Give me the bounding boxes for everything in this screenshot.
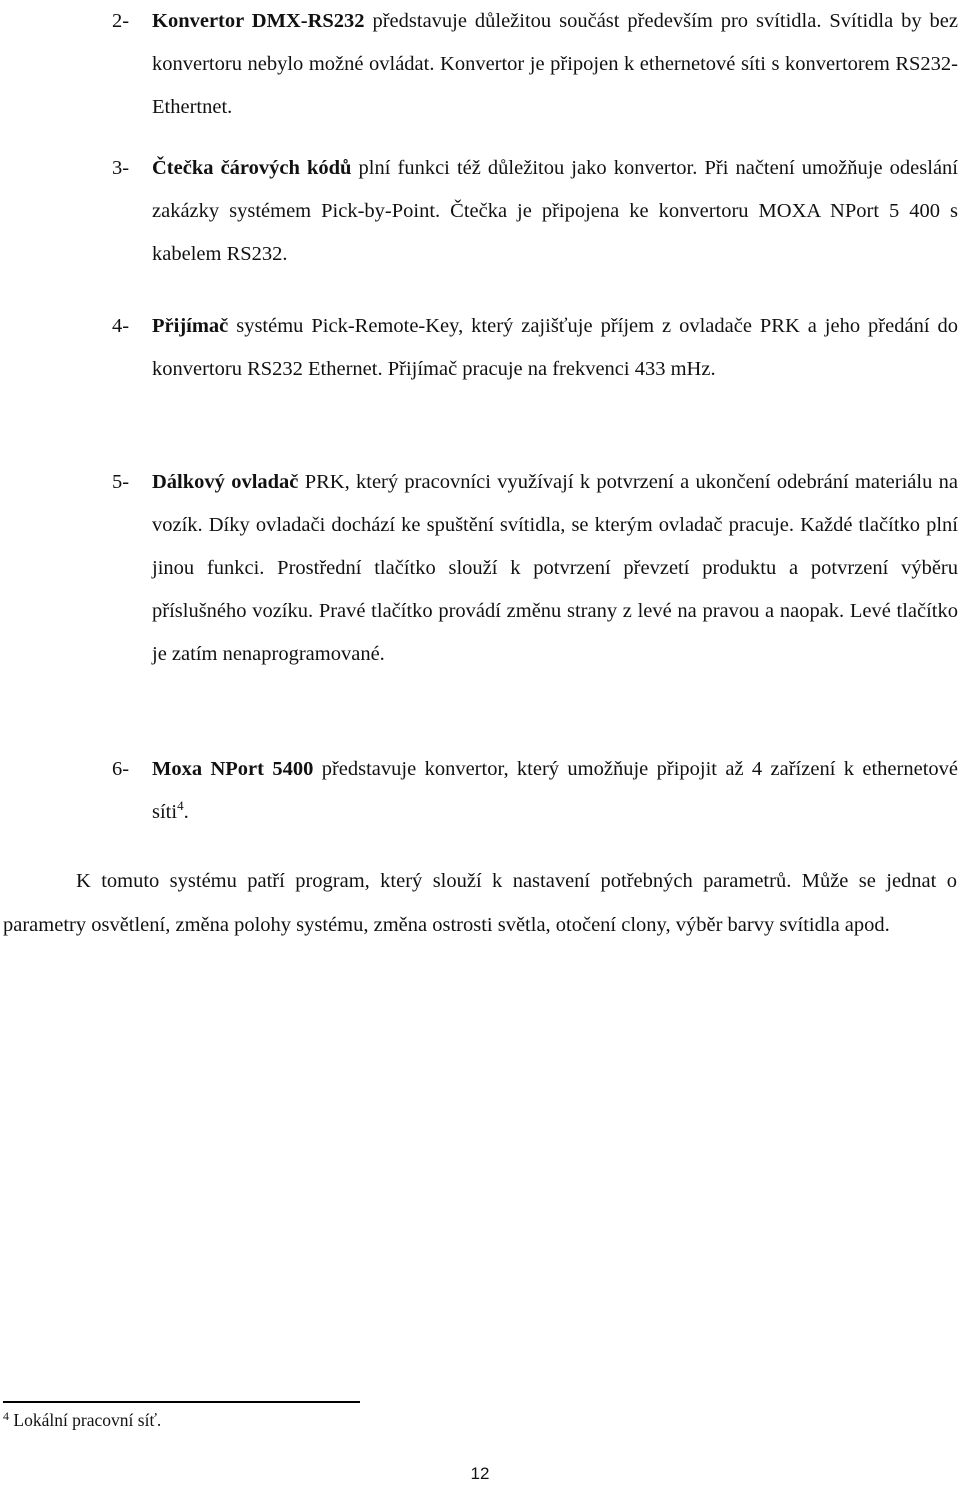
footnote: [3, 1406, 161, 1434]
footnote-mark: 4: [3, 1409, 9, 1423]
list-item-number: 5-: [112, 471, 130, 493]
list-item-description: PRK, který pracovníci využívají k potvrzení a ukončení odebrání materiálu na vozík. Díky ovladači dochází ke spuštění svítidla, se kterým ovladač pracuje. Každé tlačítko plní jinou funkci. Prostřední tlačítko slouží k potvrzení převzetí produktu a potvrzení výběru příslušného vozíku. Pravé tlačítko provádí změnu strany z levé na pravou a naopak. Levé tlačítko je zatím nenaprogramované.: [152, 471, 958, 665]
list-item-tail: .: [183, 801, 189, 823]
list-item-description: představuje důležitou součást především pro svítidla. Svítidla by bez konvertoru nebylo možné ovládat. Konvertor je připojen k ethernetové síti s konvertorem RS232-Ethertnet.: [152, 10, 958, 118]
list-item-term: Přijímač: [152, 315, 229, 337]
list-item-description: plní funkci též důležitou jako konvertor. Při načtení umožňuje odeslání zakázky systémem Pick-by-Point. Čtečka je připojena ke konvertoru MOXA NPort 5 400 s kabelem RS232.: [152, 157, 958, 265]
list-item-term: Moxa NPort 5400: [152, 758, 314, 780]
page-number: 12: [470, 1464, 490, 1483]
list-item-number: 6-: [112, 758, 130, 780]
list-item-text: [152, 0, 958, 129]
footnote-separator: [3, 1401, 360, 1403]
list-item-text: [152, 305, 958, 391]
list-item-term: Konvertor DMX-RS232: [152, 10, 365, 32]
footnote-text: Lokální pracovní síť.: [9, 1410, 162, 1430]
list-item-description: systému Pick-Remote-Key, který zajišťuje příjem z ovladače PRK a jeho předání do konvertoru RS232 Ethernet. Přijímač pracuje na frekvenci 433 mHz.: [152, 315, 958, 380]
list-item-text: [152, 147, 958, 276]
list-item-number: 2-: [112, 10, 130, 32]
list-item-number: 4-: [112, 315, 130, 337]
list-item-text: [152, 748, 958, 834]
footnote-reference[interactable]: 4: [177, 798, 184, 813]
list-item-term: Čtečka čárových kódů: [152, 157, 352, 179]
list-item-description: představuje konvertor, který umožňuje připojit až 4 zařízení k ethernetové síti: [152, 758, 958, 823]
list-item-text: [152, 461, 958, 676]
list-item-term: Dálkový ovladač: [152, 471, 299, 493]
body-paragraph: K tomuto systému patří program, který slouží k nastavení potřebných parametrů. Může se jednat o parametry osvětlení, změna polohy systému, změna ostrosti světla, otočení clony, výběr barvy svítidla apod.: [3, 870, 957, 936]
list-item-number: 3-: [112, 157, 130, 179]
